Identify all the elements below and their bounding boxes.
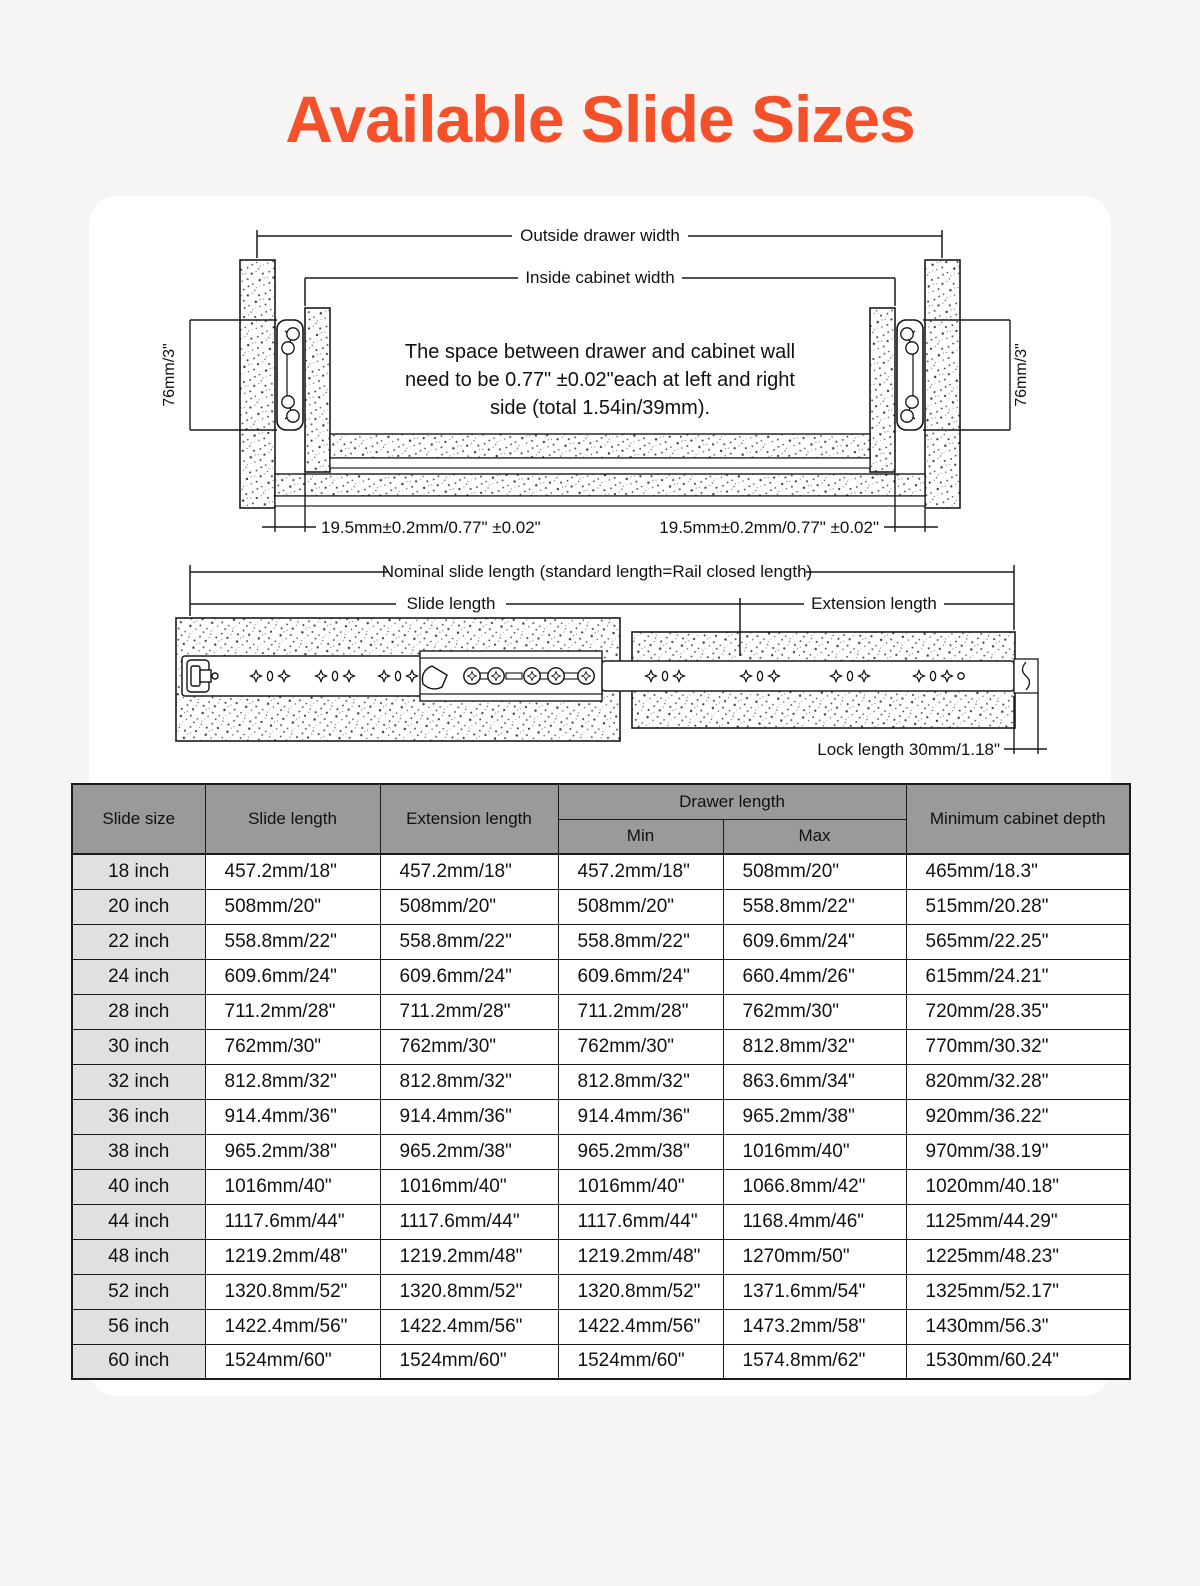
extension-rail	[602, 659, 1038, 693]
value-cell: 762mm/30"	[380, 1029, 558, 1064]
value-cell: 1016mm/40"	[380, 1169, 558, 1204]
value-cell: 711.2mm/28"	[205, 994, 380, 1029]
value-cell: 965.2mm/38"	[558, 1134, 723, 1169]
slide-rail-cross-section-left-icon	[277, 320, 303, 430]
spacing-note-line2: need to be 0.77" ±0.02"each at left and right	[405, 369, 795, 391]
value-cell: 1320.8mm/52"	[558, 1274, 723, 1309]
slide-size-cell: 48 inch	[72, 1239, 205, 1274]
rail-hole-pattern	[741, 671, 780, 682]
slide-rail-cross-section-right-icon	[897, 320, 923, 430]
value-cell: 1574.8mm/62"	[723, 1344, 906, 1379]
table-row	[72, 1064, 1130, 1099]
value-cell: 457.2mm/18"	[558, 854, 723, 889]
slide-size-table	[71, 783, 1131, 1380]
value-cell: 1422.4mm/56"	[380, 1309, 558, 1344]
table-header	[72, 784, 1130, 854]
value-cell: 1016mm/40"	[723, 1134, 906, 1169]
value-cell: 762mm/30"	[205, 1029, 380, 1064]
value-cell: 1219.2mm/48"	[205, 1239, 380, 1274]
spacing-note-line3: side (total 1.54in/39mm).	[489, 397, 711, 419]
value-cell: 914.4mm/36"	[205, 1099, 380, 1134]
value-cell: 457.2mm/18"	[205, 854, 380, 889]
cabinet-bottom-edge	[275, 496, 925, 506]
cabinet-wall-left	[240, 260, 275, 508]
table-row	[72, 854, 1130, 889]
gap-label-left: 19.5mm±0.2mm/0.77" ±0.02"	[321, 518, 541, 537]
value-cell: 508mm/20"	[723, 854, 906, 889]
slide-length-diagram	[120, 556, 1080, 771]
slide-size-cell: 24 inch	[72, 959, 205, 994]
value-cell: 1320.8mm/52"	[205, 1274, 380, 1309]
slide-size-cell: 36 inch	[72, 1099, 205, 1134]
page-title: Available Slide Sizes	[285, 82, 915, 156]
header-slide-length: Slide length	[205, 784, 380, 854]
value-cell: 660.4mm/26"	[723, 959, 906, 994]
slide-size-cell: 22 inch	[72, 924, 205, 959]
cabinet-wall-right	[925, 260, 960, 508]
value-cell: 965.2mm/38"	[380, 1134, 558, 1169]
value-cell: 558.8mm/22"	[723, 889, 906, 924]
cabinet-bottom-panel	[275, 474, 925, 496]
slide-size-cell: 32 inch	[72, 1064, 205, 1099]
header-max: Max	[723, 819, 906, 854]
bearing-icon	[488, 668, 504, 684]
bearing-carriage	[420, 651, 602, 701]
spacing-note-line1: The space between drawer and cabinet wall	[404, 341, 796, 363]
lock-length-label: Lock length 30mm/1.18"	[817, 740, 1000, 759]
slide-size-cell: 56 inch	[72, 1309, 205, 1344]
slide-length-label: Slide length	[406, 594, 496, 613]
slide-size-cell: 60 inch	[72, 1344, 205, 1379]
value-cell: 609.6mm/24"	[380, 959, 558, 994]
value-cell: 1430mm/56.3"	[906, 1309, 1130, 1344]
value-cell: 1422.4mm/56"	[205, 1309, 380, 1344]
value-cell: 914.4mm/36"	[558, 1099, 723, 1134]
value-cell: 711.2mm/28"	[380, 994, 558, 1029]
table-row	[72, 959, 1130, 994]
value-cell: 1524mm/60"	[205, 1344, 380, 1379]
value-cell: 609.6mm/24"	[723, 924, 906, 959]
table-row	[72, 924, 1130, 959]
value-cell: 1473.2mm/58"	[723, 1309, 906, 1344]
value-cell: 1270mm/50"	[723, 1239, 906, 1274]
table-row	[72, 1274, 1130, 1309]
value-cell: 465mm/18.3"	[906, 854, 1130, 889]
value-cell: 920mm/36.22"	[906, 1099, 1130, 1134]
rail-break-symbol	[1014, 659, 1038, 693]
table-row	[72, 1099, 1130, 1134]
rail-height-label-right: 76mm/3"	[1013, 343, 1030, 407]
value-cell: 1016mm/40"	[205, 1169, 380, 1204]
value-cell: 1219.2mm/48"	[558, 1239, 723, 1274]
value-cell: 1168.4mm/46"	[723, 1204, 906, 1239]
drawer-side-right	[870, 308, 895, 472]
slide-size-cell: 20 inch	[72, 889, 205, 924]
value-cell: 457.2mm/18"	[380, 854, 558, 889]
rail-hole-pattern	[251, 671, 290, 682]
inside-width-label: Inside cabinet width	[525, 268, 675, 287]
value-cell: 508mm/20"	[380, 889, 558, 924]
value-cell: 558.8mm/22"	[205, 924, 380, 959]
bearing-icon	[548, 668, 564, 684]
outside-width-label: Outside drawer width	[520, 226, 680, 245]
rail-hole-pattern	[831, 671, 870, 682]
value-cell: 970mm/38.19"	[906, 1134, 1130, 1169]
rail-hole-pattern	[379, 671, 418, 682]
value-cell: 1320.8mm/52"	[380, 1274, 558, 1309]
value-cell: 720mm/28.35"	[906, 994, 1130, 1029]
drawer-side-left	[305, 308, 330, 472]
value-cell: 515mm/20.28"	[906, 889, 1130, 924]
value-cell: 965.2mm/38"	[205, 1134, 380, 1169]
table-row	[72, 1309, 1130, 1344]
header-min-cabinet-depth: Minimum cabinet depth	[906, 784, 1130, 854]
value-cell: 863.6mm/34"	[723, 1064, 906, 1099]
value-cell: 762mm/30"	[723, 994, 906, 1029]
value-cell: 1530mm/60.24"	[906, 1344, 1130, 1379]
rail-hole-pattern	[646, 671, 685, 682]
drawer-bottom-panel	[330, 434, 870, 458]
value-cell: 1325mm/52.17"	[906, 1274, 1130, 1309]
slide-size-cell: 30 inch	[72, 1029, 205, 1064]
value-cell: 711.2mm/28"	[558, 994, 723, 1029]
header-min: Min	[558, 819, 723, 854]
nominal-length-label: Nominal slide length (standard length=Rail closed length)	[381, 562, 813, 581]
value-cell: 1117.6mm/44"	[558, 1204, 723, 1239]
table-body	[72, 854, 1130, 1379]
value-cell: 812.8mm/32"	[380, 1064, 558, 1099]
value-cell: 812.8mm/32"	[558, 1064, 723, 1099]
content-card	[89, 196, 1111, 1396]
slide-size-cell: 28 inch	[72, 994, 205, 1029]
value-cell: 770mm/30.32"	[906, 1029, 1130, 1064]
value-cell: 965.2mm/38"	[723, 1099, 906, 1134]
table-row	[72, 1344, 1130, 1379]
value-cell: 1371.6mm/54"	[723, 1274, 906, 1309]
gap-label-right: 19.5mm±0.2mm/0.77" ±0.02"	[659, 518, 879, 537]
value-cell: 609.6mm/24"	[558, 959, 723, 994]
header-slide-size: Slide size	[72, 784, 205, 854]
value-cell: 1524mm/60"	[558, 1344, 723, 1379]
value-cell: 1020mm/40.18"	[906, 1169, 1130, 1204]
drawer-width-diagram	[120, 220, 1080, 550]
slide-size-cell: 52 inch	[72, 1274, 205, 1309]
value-cell: 558.8mm/22"	[380, 924, 558, 959]
value-cell: 914.4mm/36"	[380, 1099, 558, 1134]
value-cell: 1524mm/60"	[380, 1344, 558, 1379]
table-row	[72, 1239, 1130, 1274]
value-cell: 508mm/20"	[205, 889, 380, 924]
header-drawer-length: Drawer length	[558, 784, 906, 819]
value-cell: 820mm/32.28"	[906, 1064, 1130, 1099]
drawer-bottom-edge	[330, 458, 870, 468]
value-cell: 1066.8mm/42"	[723, 1169, 906, 1204]
value-cell: 812.8mm/32"	[723, 1029, 906, 1064]
value-cell: 565mm/22.25"	[906, 924, 1130, 959]
slide-size-cell: 38 inch	[72, 1134, 205, 1169]
bearing-icon	[464, 668, 480, 684]
slide-size-cell: 40 inch	[72, 1169, 205, 1204]
bearing-icon	[578, 668, 594, 684]
bearing-icon	[524, 668, 540, 684]
value-cell: 558.8mm/22"	[558, 924, 723, 959]
rail-hole-pattern	[316, 671, 355, 682]
value-cell: 812.8mm/32"	[205, 1064, 380, 1099]
value-cell: 1219.2mm/48"	[380, 1239, 558, 1274]
slide-size-cell: 18 inch	[72, 854, 205, 889]
value-cell: 615mm/24.21"	[906, 959, 1130, 994]
size-table-wrap	[71, 783, 1129, 1380]
value-cell: 1016mm/40"	[558, 1169, 723, 1204]
value-cell: 1117.6mm/44"	[380, 1204, 558, 1239]
value-cell: 762mm/30"	[558, 1029, 723, 1064]
value-cell: 1125mm/44.29"	[906, 1204, 1130, 1239]
value-cell: 1422.4mm/56"	[558, 1309, 723, 1344]
value-cell: 1225mm/48.23"	[906, 1239, 1130, 1274]
table-row	[72, 1134, 1130, 1169]
header-extension-length: Extension length	[380, 784, 558, 854]
slide-size-cell: 44 inch	[72, 1204, 205, 1239]
table-row	[72, 1029, 1130, 1064]
value-cell: 609.6mm/24"	[205, 959, 380, 994]
rail-height-label-left: 76mm/3"	[161, 343, 178, 407]
table-row	[72, 889, 1130, 924]
spacing-note	[405, 341, 796, 419]
table-row	[72, 1204, 1130, 1239]
value-cell: 508mm/20"	[558, 889, 723, 924]
table-row	[72, 994, 1130, 1029]
table-row	[72, 1169, 1130, 1204]
extension-length-label: Extension length	[811, 594, 937, 613]
value-cell: 1117.6mm/44"	[205, 1204, 380, 1239]
